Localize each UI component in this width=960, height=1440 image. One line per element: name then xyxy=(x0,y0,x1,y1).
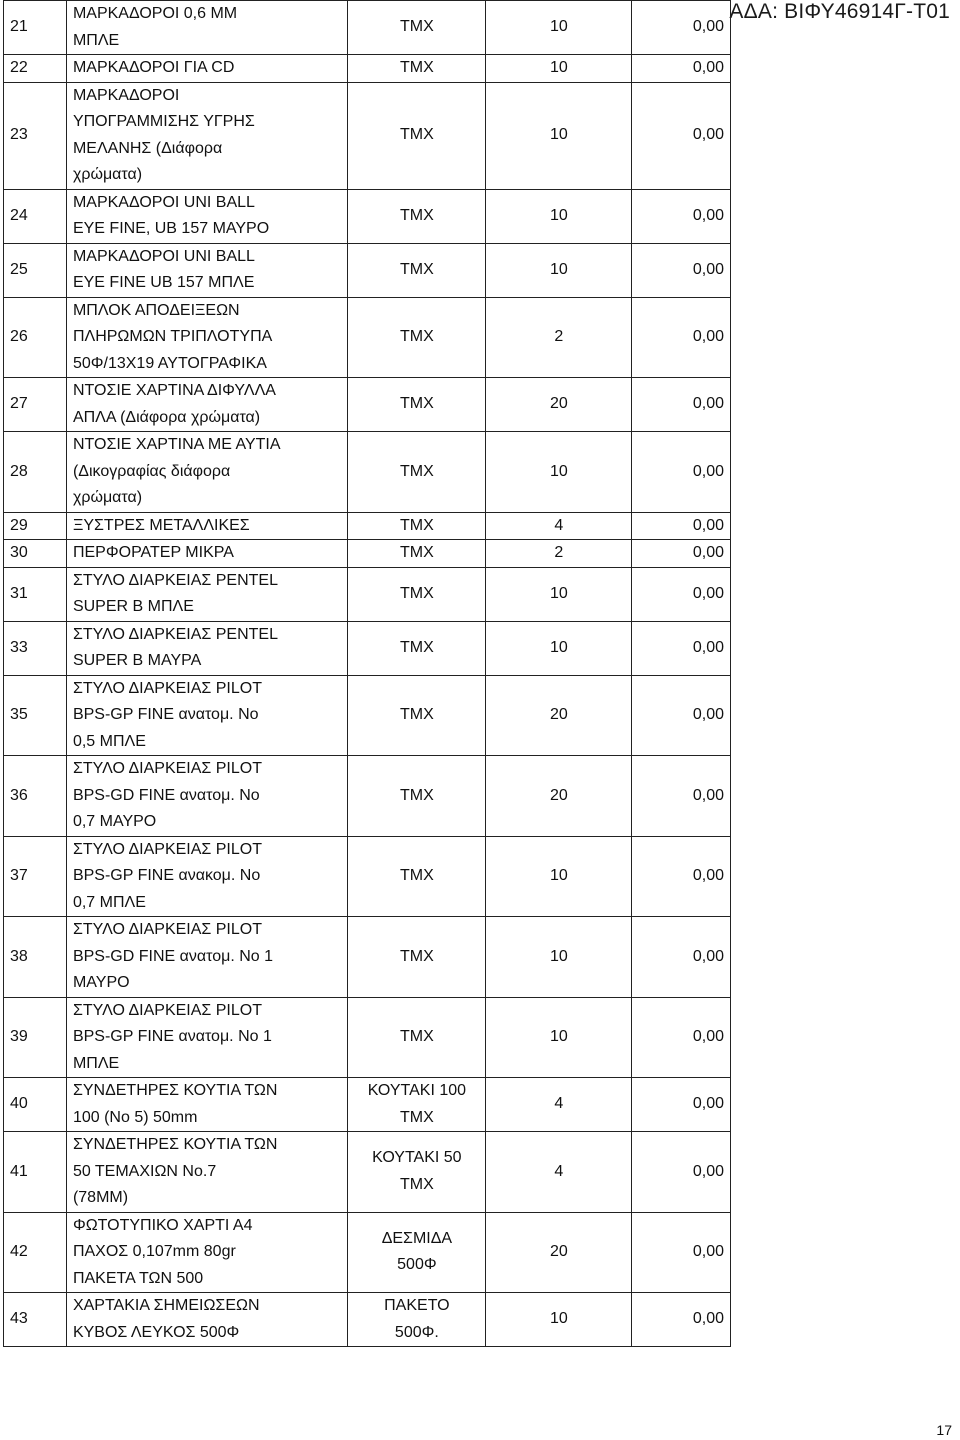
quantity-cell: 2 xyxy=(486,297,632,378)
price-cell: 0,00 xyxy=(632,675,731,756)
description-line: χρώματα) xyxy=(72,166,143,183)
unit-cell xyxy=(348,1,486,55)
unit-line: ΤΜΧ xyxy=(399,867,434,884)
description-line: ΠΑΚΕΤΑ ΤΩΝ 500 xyxy=(72,1269,204,1287)
quantity-cell: 10 xyxy=(486,1,632,55)
description-line: SUPER B ΜΑΥΡΑ xyxy=(72,652,202,669)
item-number-cell: 36 xyxy=(4,756,67,837)
description-line: ΠΕΡΦΟΡΑΤΕΡ ΜΙΚΡΑ xyxy=(72,544,234,561)
unit-cell xyxy=(348,1078,486,1132)
quantity-cell: 4 xyxy=(486,1132,632,1213)
item-number-cell: 38 xyxy=(4,917,67,998)
unit-cell xyxy=(348,432,486,513)
table-row xyxy=(4,997,731,1078)
description-line: BPS-GP FINE ανατομ. Νο 1 xyxy=(72,1028,272,1045)
price-cell: 0,00 xyxy=(632,997,731,1078)
description-line: ΜΑΡΚΑΔΟΡΟΙ xyxy=(72,86,180,104)
description-line: ΜΑΡΚΑΔΟΡΟΙ UNI BALL xyxy=(72,193,255,211)
description-line: BPS-GP FINE ανατομ. Νο xyxy=(72,706,259,723)
item-number-cell: 26 xyxy=(4,297,67,378)
description-line: ΧΑΡΤΑΚΙΑ ΣΗΜΕΙΩΣΕΩΝ xyxy=(72,1297,260,1314)
description-line: ΥΠΟΓΡΑΜΜΙΣΗΣ ΥΓΡΗΣ xyxy=(72,113,255,130)
price-cell: 0,00 xyxy=(632,1,731,55)
description-line: ΣΥΝΔΕΤΗΡΕΣ ΚΟΥΤΙΑ ΤΩΝ xyxy=(72,1082,278,1099)
unit-line: ΠΑΚΕΤΟ xyxy=(384,1297,450,1314)
item-description-cell xyxy=(66,567,348,621)
unit-cell xyxy=(348,55,486,83)
item-description-cell xyxy=(66,243,348,297)
item-description-cell xyxy=(66,189,348,243)
item-description-cell xyxy=(66,756,348,837)
description-line: 100 (Νο 5) 50mm xyxy=(72,1108,198,1126)
item-description-cell xyxy=(66,917,348,998)
price-cell: 0,00 xyxy=(632,1212,731,1293)
unit-cell xyxy=(348,1132,486,1213)
item-description-cell xyxy=(66,512,348,540)
item-number-cell: 24 xyxy=(4,189,67,243)
quantity-cell: 10 xyxy=(486,836,632,917)
item-number-cell: 21 xyxy=(4,1,67,55)
price-cell: 0,00 xyxy=(632,432,731,513)
table-row xyxy=(4,836,731,917)
description-line: SUPER B ΜΠΛΕ xyxy=(72,598,194,615)
quantity-cell: 20 xyxy=(486,756,632,837)
table-row xyxy=(4,378,731,432)
item-description-cell xyxy=(66,432,348,513)
item-description-cell xyxy=(66,1078,348,1132)
price-cell: 0,00 xyxy=(632,756,731,837)
unit-line: ΤΜΧ xyxy=(399,584,434,602)
description-line: ΠΛΗΡΩΜΩΝ ΤΡΙΠΛΟΤΥΠΑ xyxy=(72,328,273,345)
unit-cell xyxy=(348,756,486,837)
unit-line: ΤΜΧ xyxy=(399,395,434,413)
unit-line: ΚΟΥΤΑΚΙ 50 xyxy=(372,1149,462,1167)
description-line: ΠΑΧΟΣ 0,107mm 80gr xyxy=(72,1243,236,1260)
unit-cell xyxy=(348,243,486,297)
unit-cell xyxy=(348,567,486,621)
item-description-cell xyxy=(66,621,348,675)
unit-line: ΔΕΣΜΙΔΑ xyxy=(381,1229,453,1247)
table-row xyxy=(4,567,731,621)
table-row xyxy=(4,540,731,568)
unit-line: ΤΜΧ xyxy=(399,544,434,561)
description-line: (78ΜΜ) xyxy=(72,1189,129,1206)
item-number-cell: 42 xyxy=(4,1212,67,1293)
price-cell: 0,00 xyxy=(632,621,731,675)
unit-line: ΤΜΧ xyxy=(399,462,434,480)
ada-stamp: ΑΔΑ: ΒΙΦΥ46914Γ-Τ01 xyxy=(729,0,950,23)
item-description-cell xyxy=(66,540,348,568)
price-cell: 0,00 xyxy=(632,1293,731,1347)
unit-line: ΤΜΧ xyxy=(399,638,434,656)
item-number-cell: 41 xyxy=(4,1132,67,1213)
item-number-cell: 22 xyxy=(4,55,67,83)
unit-line: 500Φ xyxy=(397,1256,437,1274)
description-line: 0,5 ΜΠΛΕ xyxy=(72,732,146,750)
item-number-cell: 28 xyxy=(4,432,67,513)
item-description-cell xyxy=(66,1212,348,1293)
item-number-cell: 31 xyxy=(4,567,67,621)
unit-line: 500Φ. xyxy=(394,1323,439,1341)
unit-line: ΤΜΧ xyxy=(399,706,434,723)
unit-cell xyxy=(348,917,486,998)
quantity-cell: 20 xyxy=(486,378,632,432)
description-line: 50Φ/13Χ19 ΑΥΤΟΓΡΑΦΙΚΑ xyxy=(72,354,267,372)
quantity-cell: 10 xyxy=(486,55,632,83)
quantity-cell: 10 xyxy=(486,82,632,189)
description-line: ΜΠΛΕ xyxy=(72,1054,120,1072)
item-number-cell: 29 xyxy=(4,512,67,540)
quantity-cell: 20 xyxy=(486,1212,632,1293)
description-line: EYE FINE, UB 157 ΜΑΥΡΟ xyxy=(72,220,270,237)
description-line: ΣΤΥΛΟ ΔΙΑΡΚΕΙΑΣ PENTEL xyxy=(72,571,278,589)
price-cell: 0,00 xyxy=(632,378,731,432)
unit-cell xyxy=(348,1212,486,1293)
price-cell: 0,00 xyxy=(632,82,731,189)
table-row xyxy=(4,243,731,297)
unit-cell xyxy=(348,621,486,675)
description-line: ΜΠΛΟΚ ΑΠΟΔΕΙΞΕΩΝ xyxy=(72,301,240,319)
price-cell: 0,00 xyxy=(632,567,731,621)
description-line: ΣΤΥΛΟ ΔΙΑΡΚΕΙΑΣ PENTEL xyxy=(72,625,278,643)
description-line: ΣΤΥΛΟ ΔΙΑΡΚΕΙΑΣ PILOT xyxy=(72,840,262,858)
table-row xyxy=(4,917,731,998)
unit-cell xyxy=(348,512,486,540)
table-row xyxy=(4,82,731,189)
description-line: ΣΥΝΔΕΤΗΡΕΣ ΚΟΥΤΙΑ ΤΩΝ xyxy=(72,1136,278,1153)
table-row xyxy=(4,1,731,55)
unit-cell xyxy=(348,675,486,756)
description-line: BPS-GP FINE ανακομ. Νο xyxy=(72,867,261,884)
quantity-cell: 10 xyxy=(486,917,632,998)
price-cell: 0,00 xyxy=(632,297,731,378)
item-number-cell: 23 xyxy=(4,82,67,189)
quantity-cell: 4 xyxy=(486,1078,632,1132)
unit-line: ΤΜΧ xyxy=(399,516,434,534)
item-description-cell xyxy=(66,82,348,189)
quantity-cell: 4 xyxy=(486,512,632,540)
table-row xyxy=(4,621,731,675)
item-description-cell xyxy=(66,297,348,378)
price-cell: 0,00 xyxy=(632,189,731,243)
description-line: ΜΕΛΑΝΗΣ (Διάφορα xyxy=(72,139,223,157)
unit-line: ΤΜΧ xyxy=(399,1028,434,1045)
description-line: EYE FINE UB 157 ΜΠΛΕ xyxy=(72,274,255,291)
table-row xyxy=(4,675,731,756)
item-description-cell xyxy=(66,1293,348,1347)
description-line: ΜΑΡΚΑΔΟΡΟΙ UNI BALL xyxy=(72,247,255,265)
item-description-cell xyxy=(66,1,348,55)
table-row xyxy=(4,1212,731,1293)
unit-cell xyxy=(348,297,486,378)
unit-line: ΤΜΧ xyxy=(399,59,434,76)
unit-cell xyxy=(348,378,486,432)
item-description-cell xyxy=(66,675,348,756)
item-description-cell xyxy=(66,1132,348,1213)
quantity-cell: 2 xyxy=(486,540,632,568)
unit-cell xyxy=(348,997,486,1078)
unit-line: ΤΜΧ xyxy=(399,947,434,965)
description-line: ΣΤΥΛΟ ΔΙΑΡΚΕΙΑΣ PILOT xyxy=(72,760,262,777)
description-line: ΚΥΒΟΣ ΛΕΥΚΟΣ 500Φ xyxy=(72,1323,240,1341)
quantity-cell: 10 xyxy=(486,243,632,297)
unit-line: ΚΟΥΤΑΚΙ 100 xyxy=(367,1082,467,1099)
description-line: 0,7 ΜΠΛΕ xyxy=(72,893,146,911)
table-row xyxy=(4,55,731,83)
item-number-cell: 43 xyxy=(4,1293,67,1347)
unit-line: ΤΜΧ xyxy=(399,786,434,804)
price-cell: 0,00 xyxy=(632,540,731,568)
items-table-body xyxy=(4,1,731,1347)
item-number-cell: 40 xyxy=(4,1078,67,1132)
table-row xyxy=(4,1132,731,1213)
description-line: ΜΑΡΚΑΔΟΡΟΙ ΓΙΑ CD xyxy=(72,59,235,76)
description-line: ΜΠΛΕ xyxy=(72,31,120,49)
item-number-cell: 27 xyxy=(4,378,67,432)
price-cell: 0,00 xyxy=(632,55,731,83)
quantity-cell: 10 xyxy=(486,189,632,243)
description-line: ΣΤΥΛΟ ΔΙΑΡΚΕΙΑΣ PILOT xyxy=(72,1001,262,1019)
item-number-cell: 33 xyxy=(4,621,67,675)
unit-line: ΤΜΧ xyxy=(399,206,434,224)
description-line: 50 ΤΕΜΑΧΙΩΝ Νο.7 xyxy=(72,1162,217,1180)
unit-line: ΤΜΧ xyxy=(399,1108,434,1126)
table-row xyxy=(4,297,731,378)
description-line: ΑΠΛΑ (Διάφορα χρώματα) xyxy=(72,408,261,426)
price-cell: 0,00 xyxy=(632,836,731,917)
unit-cell xyxy=(348,82,486,189)
table-row xyxy=(4,432,731,513)
description-line: ΜΑΥΡΟ xyxy=(72,974,130,991)
description-line: ΦΩΤΟΤΥΠΙΚΟ ΧΑΡΤΙ Α4 xyxy=(72,1216,253,1234)
quantity-cell: 10 xyxy=(486,567,632,621)
item-description-cell xyxy=(66,378,348,432)
description-line: ΝΤΟΣΙΕ ΧΑΡΤΙΝΑ ΜΕ ΑΥΤΙΑ xyxy=(72,436,281,453)
unit-cell xyxy=(348,189,486,243)
price-cell: 0,00 xyxy=(632,1078,731,1132)
item-number-cell: 37 xyxy=(4,836,67,917)
description-line: ΣΤΥΛΟ ΔΙΑΡΚΕΙΑΣ PILOT xyxy=(72,679,262,697)
description-line: χρώματα) xyxy=(72,489,143,506)
unit-cell xyxy=(348,836,486,917)
table-row xyxy=(4,1078,731,1132)
table-row xyxy=(4,189,731,243)
unit-line: ΤΜΧ xyxy=(399,18,434,36)
table-row xyxy=(4,1293,731,1347)
table-row xyxy=(4,756,731,837)
item-number-cell: 39 xyxy=(4,997,67,1078)
description-line: ΣΤΥΛΟ ΔΙΑΡΚΕΙΑΣ PILOT xyxy=(72,921,262,938)
price-cell: 0,00 xyxy=(632,917,731,998)
description-line: (Δικογραφίας διάφορα xyxy=(72,462,231,480)
page-number: 17 xyxy=(936,1422,952,1438)
description-line: BPS-GD FINE ανατομ. Νο 1 xyxy=(72,947,274,965)
item-description-cell xyxy=(66,55,348,83)
description-line: ΝΤΟΣΙΕ ΧΑΡΤΙΝΑ ΔΙΦΥΛΛΑ xyxy=(72,382,276,399)
item-number-cell: 35 xyxy=(4,675,67,756)
item-number-cell: 30 xyxy=(4,540,67,568)
item-description-cell xyxy=(66,836,348,917)
description-line: ΞΥΣΤΡΕΣ ΜΕΤΑΛΛΙΚΕΣ xyxy=(72,516,250,534)
item-description-cell xyxy=(66,997,348,1078)
quantity-cell: 10 xyxy=(486,997,632,1078)
unit-line: ΤΜΧ xyxy=(399,328,434,345)
price-cell: 0,00 xyxy=(632,1132,731,1213)
price-cell: 0,00 xyxy=(632,512,731,540)
price-cell: 0,00 xyxy=(632,243,731,297)
item-number-cell: 25 xyxy=(4,243,67,297)
quantity-cell: 10 xyxy=(486,432,632,513)
unit-cell xyxy=(348,1293,486,1347)
quantity-cell: 10 xyxy=(486,621,632,675)
unit-line: ΤΜΧ xyxy=(399,1175,434,1193)
description-line: 0,7 ΜΑΥΡΟ xyxy=(72,813,157,830)
unit-cell xyxy=(348,540,486,568)
items-table xyxy=(3,0,731,1347)
quantity-cell: 20 xyxy=(486,675,632,756)
description-line: BPS-GD FINE ανατομ. Νο xyxy=(72,786,260,804)
table-row xyxy=(4,512,731,540)
unit-line: ΤΜΧ xyxy=(399,126,434,144)
description-line: ΜΑΡΚΑΔΟΡΟΙ 0,6 ΜΜ xyxy=(72,5,238,22)
quantity-cell: 10 xyxy=(486,1293,632,1347)
unit-line: ΤΜΧ xyxy=(399,260,434,278)
